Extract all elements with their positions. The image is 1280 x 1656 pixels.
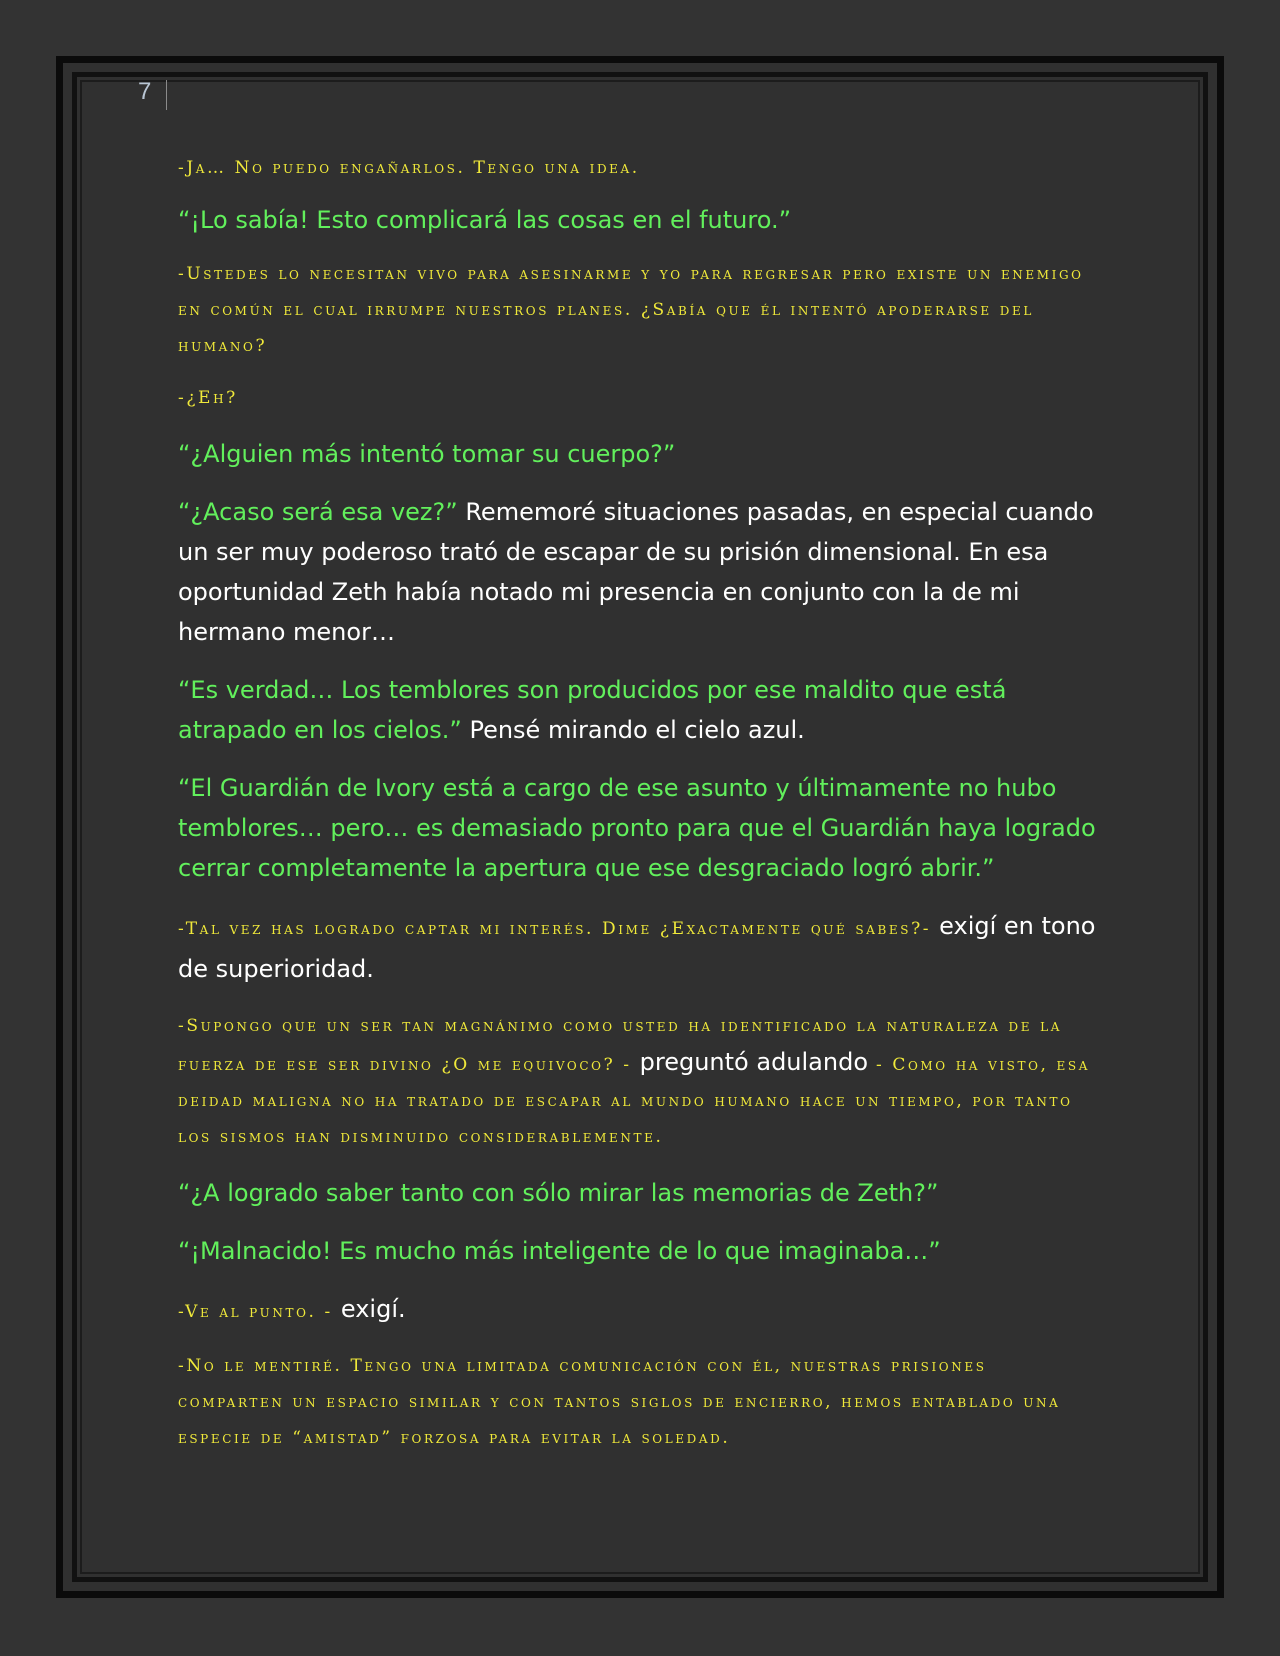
story-text <box>178 150 1098 1456</box>
paragraph-13 <box>178 1289 1098 1330</box>
dialogue-text: -Ve al punto. - <box>178 1302 341 1322</box>
paragraph-4 <box>178 380 1098 416</box>
thought-text: “¿A logrado saber tanto con sólo mirar las memorias de Zeth?” <box>178 1179 939 1207</box>
page-number-divider <box>166 80 167 110</box>
thought-text: “¿Alguien más intentó tomar su cuerpo?” <box>178 440 676 468</box>
thought-text: “¡Lo sabía! Esto complicará las cosas en el futuro.” <box>178 206 792 234</box>
narration-text: Rememoré situaciones pasadas, en especial cuando un ser muy poderoso trató de escapar de su prisión dimensional. En esa oportunidad Zeth había notado mi presencia en conjunto con la de mi hermano menor… <box>178 498 1094 646</box>
narration-text: Pensé mirando el cielo azul. <box>461 716 805 744</box>
dialogue-text: -Ja… No puedo engañarlos. Tengo una idea. <box>178 158 640 178</box>
narration-text: preguntó adulando <box>639 1048 869 1076</box>
dialogue-text: -Tal vez has logrado captar mi interés. Dime ¿Exactamente qué sabes?- <box>178 919 940 939</box>
paragraph-7 <box>178 670 1098 750</box>
narration-text: exigí. <box>340 1295 406 1323</box>
dialogue-text: -Supongo que un ser tan magnánimo como usted ha identificado la naturaleza de la fuerza de ese ser divino ¿O me equivoco? - <box>178 1016 1062 1075</box>
dialogue-text: - Como ha visto, esa deidad maligna no ha tratado de escapar al mundo humano hace un tiempo, por tanto los sismos han disminuido considerablemente. <box>178 1055 1090 1147</box>
paragraph-5 <box>178 434 1098 474</box>
paragraph-8 <box>178 768 1098 888</box>
dialogue-text: -No le mentiré. Tengo una limitada comunicación con él, nuestras prisiones comparten un espacio similar y con tantos siglos de encierro, hemos entablado una especie de “amistad” forzosa para evitar la soledad. <box>178 1356 1061 1448</box>
paragraph-9 <box>178 906 1098 992</box>
paragraph-3 <box>178 256 1098 364</box>
thought-text: “Es verdad… Los temblores son producidos por ese maldito que está atrapado en los cielos.” <box>178 676 1007 744</box>
page-number: 7 <box>138 78 152 105</box>
thought-text: “¡Malnacido! Es mucho más inteligente de lo que imaginaba…” <box>178 1237 941 1265</box>
paragraph-14 <box>178 1348 1098 1456</box>
thought-text: “El Guardián de Ivory está a cargo de ese asunto y últimamente no hubo temblores… pero… es demasiado pronto para que el Guardián haya logrado cerrar completamente la apertura que ese desgraciado logró abrir.” <box>178 774 1096 882</box>
paragraph-6 <box>178 492 1098 652</box>
paragraph-10 <box>178 1008 1098 1155</box>
dialogue-text: -Ustedes lo necesitan vivo para asesinarme y yo para regresar pero existe un enemigo en común el cual irrumpe nuestros planes. ¿Sabía que él intentó apoderarse del humano? <box>178 264 1084 356</box>
paragraph-1 <box>178 150 1098 186</box>
paragraph-12 <box>178 1231 1098 1271</box>
paragraph-11 <box>178 1173 1098 1213</box>
dialogue-text: -¿Eh? <box>178 388 238 408</box>
paragraph-2 <box>178 200 1098 240</box>
thought-text: “¿Acaso será esa vez?” <box>178 498 458 526</box>
narration-text: exigí en tono de superioridad. <box>178 912 1096 983</box>
